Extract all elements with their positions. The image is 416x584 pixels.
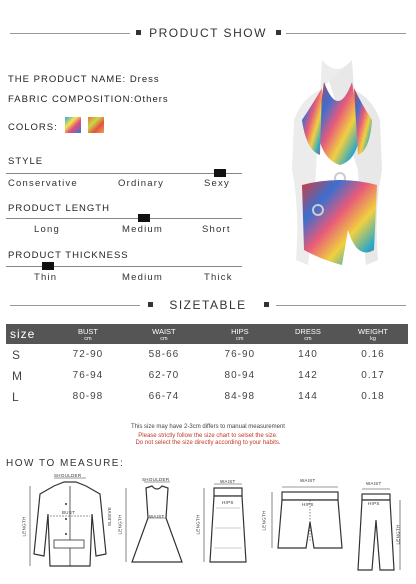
waist-cell: 58-66 [148,349,180,360]
label-bust: BUST [62,510,76,515]
thickness-title: PRODUCT THICKNESS [8,250,129,261]
weight-cell: 0.16 [361,349,385,360]
divider [10,305,140,306]
color-swatch-2[interactable] [88,117,104,133]
fabric-label: FABRIC COMPOSITION: [8,94,135,105]
length-option-short: Short [202,224,231,235]
col-dress: DRESS cm [278,324,338,344]
product-name-label: THE PRODUCT NAME: [8,74,127,85]
style-scale-line [6,173,242,174]
dress-cell: 142 [298,370,318,381]
waist-cell: 62-70 [148,370,180,381]
colors-label: COLORS: [8,122,58,133]
length-title: PRODUCT LENGTH [8,203,110,214]
col-weight: WEIGHT kg [338,324,408,344]
divider [276,305,406,306]
fabric-row [8,94,169,105]
section-title: SIZETABLE [169,298,247,312]
label-length: LENGTH [117,514,123,535]
thickness-marker [42,262,54,270]
divider-mark [264,302,269,307]
thickness-option-medium: Medium [122,272,163,283]
pants-measure-figure [350,481,406,574]
size-cell: M [12,368,23,383]
divider-mark [148,302,153,307]
label-shoulder: SHOULDER [142,477,170,482]
thickness-option-thin: Thin [34,272,58,283]
bust-cell: 80-98 [72,391,104,402]
label-waist: WAIST [149,514,165,519]
label-waist: WAIST [220,479,236,484]
col-bust: BUST cm [50,324,126,344]
size-cell: S [12,347,22,362]
label-shoulder: SHOULDER [54,473,82,478]
length-scale-line [6,218,242,219]
style-option-sexy: Sexy [204,178,230,189]
label-length: LENGTH [195,514,201,535]
product-photo [262,60,412,290]
dress-cell: 144 [298,391,318,402]
divider [10,33,130,34]
hips-cell: 76-90 [224,349,256,360]
hips-cell: 84-98 [224,391,256,402]
label-hips: HIPS [302,502,314,507]
divider-mark [276,30,281,35]
bust-cell: 72-90 [72,349,104,360]
style-marker [214,169,226,177]
waist-cell: 66-74 [148,391,180,402]
size-table-header-row [6,324,408,344]
fabric-value: Others [134,94,169,105]
dress-icon [122,478,192,574]
hips-cell: 80-94 [224,370,256,381]
label-length: LENGTH [21,516,27,537]
divider-mark [136,30,141,35]
product-show-header [0,26,416,40]
label-waist: WAIST [366,481,382,486]
dress-measure-figure [117,477,192,574]
style-option-ordinary: Ordinary [118,178,165,189]
label-hips: HIPS [222,500,234,505]
label-sleeve: SLEEVE [107,506,113,527]
note-measurement: This size may have 2-3cm differs to manual measurement [131,424,285,430]
product-name-row [8,74,160,85]
label-length: LENGTH [395,524,401,545]
shorts-icon [266,482,350,562]
table-row [6,365,408,386]
skirt-measure-figure [195,478,256,574]
divider [286,33,406,34]
col-waist: WAIST cm [126,324,202,344]
jacket-icon [21,474,116,574]
weight-cell: 0.18 [361,391,385,402]
dress-cell: 140 [298,349,318,360]
size-cell: L [12,389,20,404]
col-hips: HIPS cm [202,324,278,344]
length-marker [138,214,150,222]
label-waist: WAIST [300,478,316,483]
sizetable-header [0,298,416,312]
skirt-icon [200,478,256,574]
label-hips: HIPS [368,501,380,506]
bust-cell: 76-94 [72,370,104,381]
weight-cell: 0.17 [361,370,385,381]
note-warning-1: Please strictly follow the size chart to selset the size. [138,433,278,439]
color-swatch-1[interactable] [65,117,81,133]
label-length: LENGTH [261,510,267,531]
section-title: PRODUCT SHOW [149,26,267,40]
size-table [6,324,408,407]
length-option-medium: Medium [122,224,163,235]
style-option-conservative: Conservative [8,178,78,189]
table-row [6,386,408,407]
how-to-measure-title: HOW TO MEASURE: [6,458,125,469]
product-name-value: Dress [129,74,160,85]
style-title: STYLE [8,156,44,167]
length-option-long: Long [34,224,60,235]
note-warning-2: Do not select the size directly according to your habits. [135,440,281,446]
thickness-option-thick: Thick [204,272,233,283]
jacket-measure-figure [21,473,116,574]
col-size: size [6,324,50,344]
table-row [6,344,408,365]
shorts-measure-figure [261,478,350,562]
